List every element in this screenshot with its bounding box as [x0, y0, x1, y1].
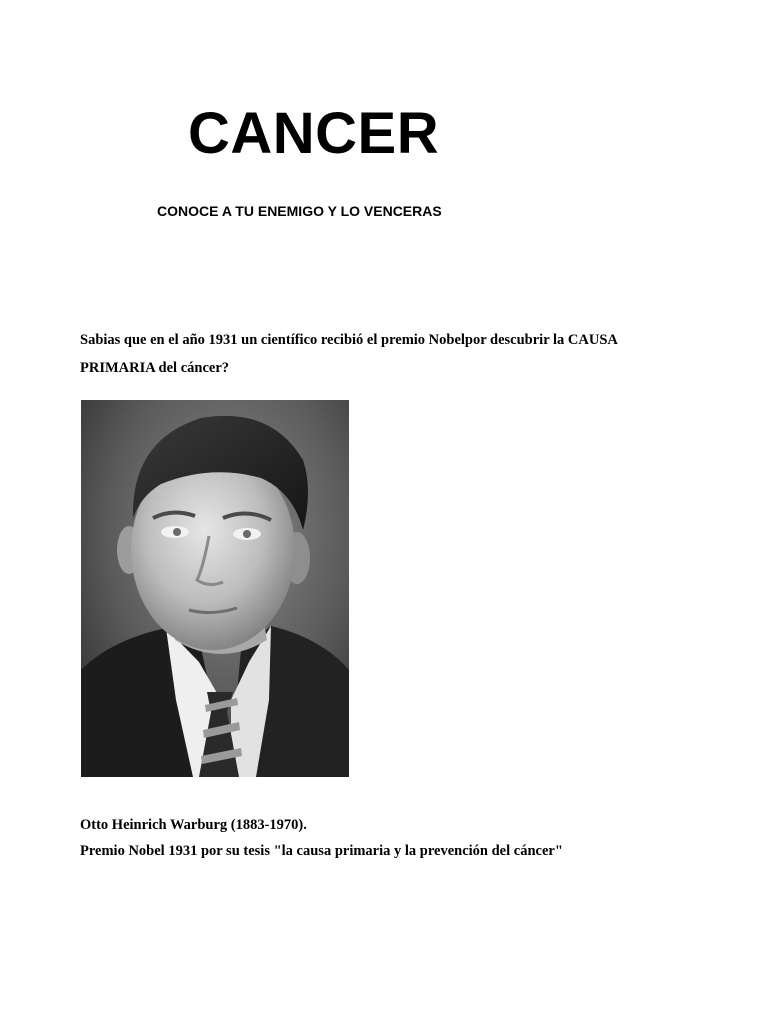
caption-line: Premio Nobel 1931 por su tesis "la causa primaria y la prevención del cáncer" — [80, 843, 563, 859]
portrait-illustration — [81, 400, 349, 777]
intro-paragraph — [80, 326, 700, 382]
document-title: CANCER — [188, 101, 440, 166]
document-subtitle: CONOCE A TU ENEMIGO Y LO VENCERAS — [157, 203, 442, 219]
intro-line: Sabias que en el año 1931 un científico recibió el premio Nobelpor descubrir la CAUSA — [80, 332, 618, 348]
intro-line: PRIMARIA del cáncer? — [80, 360, 230, 376]
portrait-caption — [80, 812, 700, 864]
caption-line: Otto Heinrich Warburg (1883-1970). — [80, 817, 307, 833]
portrait-photo — [81, 400, 349, 777]
